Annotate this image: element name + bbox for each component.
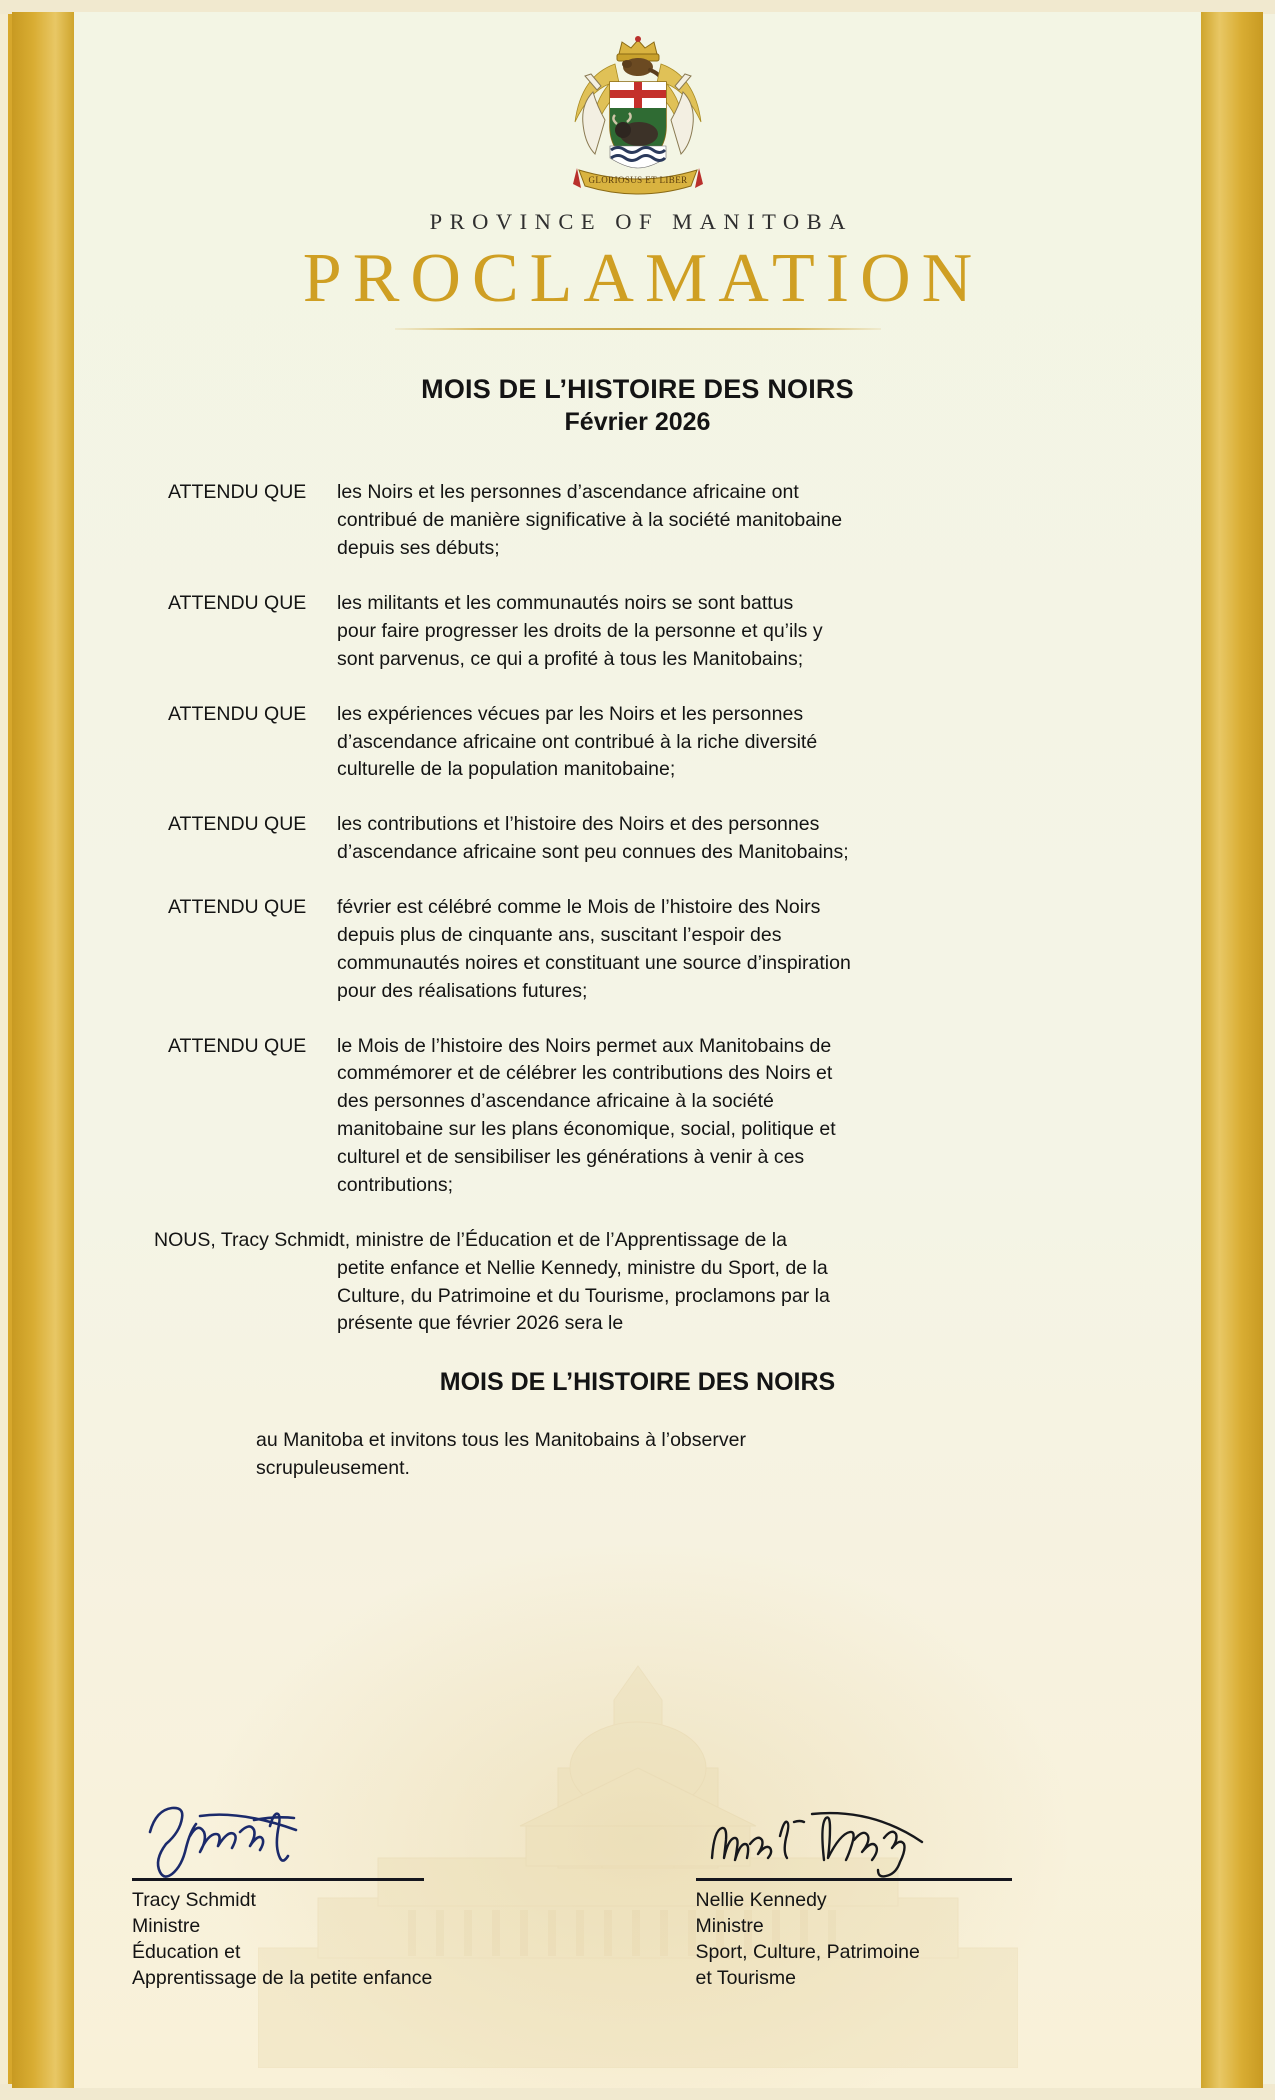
- crest-container: [132, 12, 1143, 201]
- clause-text: [337, 701, 1143, 785]
- province-line: PROVINCE OF MANITOBA: [429, 209, 853, 234]
- closing-line: scrupuleusement.: [256, 1457, 410, 1480]
- clause-line: les militants et les communautés noirs se sont battus: [337, 592, 794, 615]
- manitoba-coat-of-arms-icon: [553, 34, 723, 196]
- closing-line: au Manitoba et invitons tous les Manitobains à l’observer: [256, 1429, 746, 1452]
- page-title: PROCLAMATION: [302, 240, 984, 317]
- clause-line: communautés noires et constituant une source d’inspiration: [337, 951, 851, 974]
- clause-line: d’ascendance africaine ont contribué à la riche diversité: [337, 730, 818, 753]
- clause-line: manitobaine sur les plans économique, social, politique et: [337, 1118, 836, 1141]
- clause-line: pour faire progresser les droits de la personne et qu’ils y: [337, 619, 823, 642]
- heading-title: MOIS DE L’HISTOIRE DES NOIRS: [421, 374, 854, 405]
- signature-block: [74, 1804, 1201, 1992]
- clause-text: [337, 1033, 1143, 1200]
- clause-line: commémorer et de célébrer les contributions des Noirs et: [337, 1062, 833, 1085]
- signatory-name: Tracy Schmidt: [132, 1889, 256, 1912]
- clause-line: les Noirs et les personnes d’ascendance africaine ont: [337, 481, 799, 504]
- clause-line: depuis plus de cinquante ans, suscitant l’espoir des: [337, 923, 782, 946]
- whereas-clause: [132, 590, 1143, 674]
- svg-text:GLORIOSUS ET LIBER: GLORIOSUS ET LIBER: [587, 175, 688, 185]
- clause-line: le Mois de l’histoire des Noirs permet aux Manitobains de: [337, 1034, 832, 1057]
- document-content: [74, 12, 1201, 1483]
- clause-line: les expériences vécues par les Noirs et les personnes: [337, 702, 804, 725]
- closing-paragraph: [132, 1427, 1143, 1483]
- document-sheet: [74, 12, 1201, 2088]
- clause-line: culturel et de sensibiliser les générations à venir à ces: [337, 1146, 805, 1169]
- proclamation-heading: [132, 374, 1143, 437]
- clause-label: ATTENDU QUE: [168, 481, 307, 504]
- whereas-clause: [132, 1033, 1143, 1200]
- clause-text: [337, 479, 1143, 563]
- whereas-clause: [132, 894, 1143, 1006]
- clause-line: contribué de manière significative à la société manitobaine: [337, 509, 843, 532]
- signatory-portfolio: Sport, Culture, Patrimoine: [695, 1941, 920, 1964]
- declaration-line: présente que février 2026 sera le: [337, 1312, 624, 1335]
- heading-subtitle: Février 2026: [564, 408, 711, 437]
- clause-text: [337, 894, 1143, 1006]
- clause-label: ATTENDU QUE: [168, 813, 307, 836]
- signatory-title: Ministre: [132, 1915, 201, 1938]
- title-divider: [395, 328, 881, 330]
- gold-border-right: [1201, 12, 1263, 2088]
- signatory-portfolio: Éducation et: [132, 1941, 241, 1964]
- declaration-line: petite enfance et Nellie Kennedy, ministre du Sport, de la: [337, 1256, 828, 1279]
- clause-line: des personnes d’ascendance africaine à la société: [337, 1090, 774, 1113]
- clause-line: février est célébré comme le Mois de l’histoire des Noirs: [337, 896, 821, 919]
- clause-label: ATTENDU QUE: [168, 702, 307, 725]
- clause-line: d’ascendance africaine sont peu connues des Manitobains;: [337, 841, 849, 864]
- clause-label: ATTENDU QUE: [168, 896, 307, 919]
- signatory-details: [696, 1888, 1144, 1992]
- clause-label: ATTENDU QUE: [168, 592, 307, 615]
- gold-border-left: [12, 12, 74, 2088]
- clause-line: pour des réalisations futures;: [337, 979, 588, 1002]
- signatory-details: [132, 1888, 638, 1992]
- proclaimed-title: MOIS DE L’HISTOIRE DES NOIRS: [439, 1368, 836, 1397]
- clause-line: contributions;: [337, 1173, 453, 1196]
- signatory-portfolio: Apprentissage de la petite enfance: [132, 1967, 433, 1990]
- whereas-clause: [132, 811, 1143, 867]
- clause-line: les contributions et l’histoire des Noirs et des personnes: [337, 813, 820, 836]
- clause-line: culturelle de la population manitobaine;: [337, 758, 676, 781]
- tracy-schmidt-signature-icon: [142, 1796, 392, 1880]
- declaration-paragraph: [132, 1227, 1143, 1339]
- whereas-clause: [132, 479, 1143, 563]
- signatory-portfolio: et Tourisme: [695, 1967, 796, 1990]
- declaration-line: NOUS, Tracy Schmidt, ministre de l’Éducation et de l’Apprentissage de la: [154, 1228, 787, 1251]
- declaration-line: Culture, du Patrimoine et du Tourisme, proclamons par la: [337, 1284, 830, 1307]
- clause-line: sont parvenus, ce qui a profité à tous les Manitobains;: [337, 647, 804, 670]
- clause-label: ATTENDU QUE: [168, 1034, 307, 1057]
- whereas-clause-list: [132, 479, 1143, 1199]
- signature-mark: [696, 1804, 1144, 1878]
- clause-line: depuis ses débuts;: [337, 537, 500, 560]
- clause-text: [337, 811, 1143, 867]
- clause-text: [337, 590, 1143, 674]
- signatory-name: Nellie Kennedy: [695, 1889, 827, 1912]
- nellie-kennedy-signature-icon: [706, 1796, 966, 1880]
- signatory-tracy-schmidt: [132, 1804, 638, 1992]
- signature-mark: [132, 1804, 638, 1878]
- signatory-title: Ministre: [695, 1915, 764, 1938]
- signatory-nellie-kennedy: [638, 1804, 1144, 1992]
- whereas-clause: [132, 701, 1143, 785]
